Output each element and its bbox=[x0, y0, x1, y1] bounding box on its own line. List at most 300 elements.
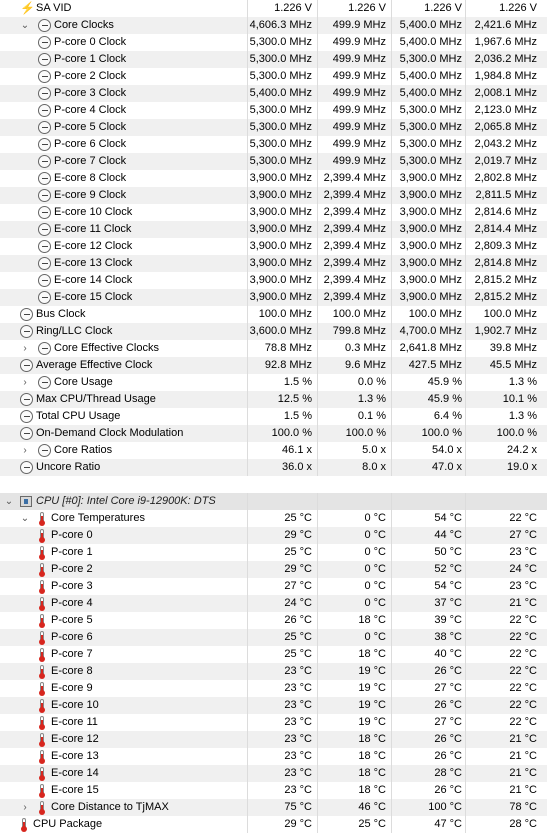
thermometer-icon bbox=[38, 733, 46, 746]
sensor-row-e-core-8[interactable] bbox=[0, 663, 547, 680]
sensor-name-cell bbox=[0, 408, 247, 425]
minimum-value: 0.1 % bbox=[357, 410, 386, 422]
column-divider bbox=[317, 765, 318, 782]
column-divider bbox=[465, 255, 466, 272]
sensor-row-on-demand-clock-modulation[interactable] bbox=[0, 425, 547, 442]
column-divider bbox=[391, 680, 392, 697]
current-value: 25 °C bbox=[284, 648, 312, 660]
column-divider bbox=[391, 374, 392, 391]
minimum-value: 46 °C bbox=[358, 801, 386, 813]
column-divider bbox=[317, 17, 318, 34]
minimum-value: 100.0 % bbox=[345, 427, 386, 439]
thermometer-icon bbox=[38, 563, 46, 576]
sensor-name-cell bbox=[0, 629, 247, 646]
column-divider bbox=[317, 510, 318, 527]
clock-icon bbox=[38, 121, 51, 134]
sensor-row-e-core-8-clock[interactable] bbox=[0, 170, 547, 187]
sensor-row-uncore-ratio[interactable] bbox=[0, 459, 547, 476]
maximum-value: 5,300.0 MHz bbox=[399, 104, 462, 116]
average-value: 22 °C bbox=[509, 699, 537, 711]
column-divider bbox=[465, 323, 466, 340]
sensor-row-p-core-2[interactable] bbox=[0, 561, 547, 578]
sensor-row-p-core-4[interactable] bbox=[0, 595, 547, 612]
column-divider bbox=[465, 527, 466, 544]
column-divider bbox=[465, 697, 466, 714]
maximum-value: 26 °C bbox=[434, 699, 462, 711]
minimum-value: 18 °C bbox=[358, 648, 386, 660]
maximum-value: 427.5 MHz bbox=[408, 359, 462, 371]
sensor-label: E-core 14 Clock bbox=[54, 274, 133, 286]
average-value: 22 °C bbox=[509, 614, 537, 626]
maximum-value: 6.4 % bbox=[433, 410, 462, 422]
sensor-row-e-core-12[interactable] bbox=[0, 731, 547, 748]
current-value: 5,300.0 MHz bbox=[249, 70, 312, 82]
average-value: 21 °C bbox=[509, 733, 537, 745]
minimum-value: 0 °C bbox=[364, 512, 386, 524]
expand-chevron-icon[interactable]: › bbox=[23, 802, 27, 813]
column-divider bbox=[465, 510, 466, 527]
current-value: 92.8 MHz bbox=[264, 359, 312, 371]
column-divider bbox=[317, 34, 318, 51]
sensor-name-cell bbox=[0, 17, 247, 34]
thermometer-icon bbox=[38, 784, 46, 797]
sensor-label: P-core 2 Clock bbox=[54, 70, 127, 82]
sensor-name-cell bbox=[0, 136, 247, 153]
sensor-row-p-core-3[interactable] bbox=[0, 578, 547, 595]
current-value: 3,900.0 MHz bbox=[249, 223, 312, 235]
sensor-label: P-core 4 bbox=[51, 597, 93, 609]
sensor-label: P-core 2 bbox=[51, 563, 93, 575]
sensor-name-cell bbox=[0, 663, 247, 680]
column-divider bbox=[391, 119, 392, 136]
column-divider bbox=[391, 272, 392, 289]
minimum-value: 0.3 MHz bbox=[345, 342, 386, 354]
column-divider bbox=[465, 782, 466, 799]
sensor-name-cell bbox=[0, 153, 247, 170]
sensor-label: E-core 12 bbox=[51, 733, 99, 745]
sensor-row-e-core-14[interactable] bbox=[0, 765, 547, 782]
average-value: 1.3 % bbox=[508, 376, 537, 388]
column-divider bbox=[391, 85, 392, 102]
sensor-name-cell bbox=[0, 68, 247, 85]
maximum-value: 52 °C bbox=[434, 563, 462, 575]
sensor-name-cell bbox=[0, 119, 247, 136]
current-value: 23 °C bbox=[284, 682, 312, 694]
minimum-value: 0 °C bbox=[364, 631, 386, 643]
minimum-value: 0 °C bbox=[364, 529, 386, 541]
minimum-value: 100.0 MHz bbox=[332, 308, 386, 320]
clock-icon bbox=[38, 104, 51, 117]
maximum-value: 39 °C bbox=[434, 614, 462, 626]
thermometer-icon bbox=[38, 529, 46, 542]
column-divider bbox=[391, 748, 392, 765]
current-value: 1.5 % bbox=[283, 376, 312, 388]
clock-icon bbox=[38, 257, 51, 270]
column-divider bbox=[465, 170, 466, 187]
sensor-row-p-core-4-clock[interactable] bbox=[0, 102, 547, 119]
sensor-row-sa-vid[interactable] bbox=[0, 0, 547, 17]
sensor-label: Average Effective Clock bbox=[36, 359, 153, 371]
minimum-value: 499.9 MHz bbox=[332, 87, 386, 99]
column-divider bbox=[317, 204, 318, 221]
sensor-name-cell bbox=[0, 272, 247, 289]
maximum-value: 5,300.0 MHz bbox=[399, 155, 462, 167]
column-divider bbox=[317, 425, 318, 442]
minimum-value: 499.9 MHz bbox=[332, 121, 386, 133]
column-divider bbox=[317, 374, 318, 391]
column-divider bbox=[465, 68, 466, 85]
sensor-label: P-core 7 Clock bbox=[54, 155, 127, 167]
average-value: 2,421.6 MHz bbox=[474, 19, 537, 31]
sensor-row-bus-clock[interactable] bbox=[0, 306, 547, 323]
sensor-name-cell bbox=[0, 493, 247, 510]
sensor-row-core-ratios[interactable] bbox=[0, 442, 547, 459]
minimum-value: 499.9 MHz bbox=[332, 36, 386, 48]
average-value: 21 °C bbox=[509, 767, 537, 779]
blank-row bbox=[0, 476, 547, 493]
column-divider bbox=[247, 493, 248, 510]
maximum-value: 47 °C bbox=[434, 818, 462, 830]
sensor-name-cell bbox=[0, 459, 247, 476]
sensor-name-cell bbox=[0, 340, 247, 357]
sensor-row-ring-llc-clock[interactable] bbox=[0, 323, 547, 340]
minimum-value: 19 °C bbox=[358, 665, 386, 677]
average-value: 2,814.4 MHz bbox=[474, 223, 537, 235]
column-divider bbox=[391, 714, 392, 731]
sensor-label: P-core 5 Clock bbox=[54, 121, 127, 133]
minimum-value: 18 °C bbox=[358, 614, 386, 626]
column-divider bbox=[465, 680, 466, 697]
sensor-name-cell bbox=[0, 731, 247, 748]
column-divider bbox=[465, 748, 466, 765]
current-value: 29 °C bbox=[284, 818, 312, 830]
thermometer-icon bbox=[38, 699, 46, 712]
current-value: 23 °C bbox=[284, 699, 312, 711]
column-divider bbox=[465, 238, 466, 255]
column-divider bbox=[317, 153, 318, 170]
average-value: 1.3 % bbox=[508, 410, 537, 422]
column-divider bbox=[465, 204, 466, 221]
current-value: 3,900.0 MHz bbox=[249, 240, 312, 252]
expand-chevron-icon[interactable]: › bbox=[23, 343, 27, 354]
sensor-row-p-core-7[interactable] bbox=[0, 646, 547, 663]
column-divider bbox=[391, 799, 392, 816]
column-divider bbox=[317, 527, 318, 544]
sensor-name-cell bbox=[0, 34, 247, 51]
expand-chevron-icon[interactable]: › bbox=[23, 445, 27, 456]
sensor-row-e-core-15[interactable] bbox=[0, 782, 547, 799]
sensor-label: E-core 15 Clock bbox=[54, 291, 133, 303]
clock-icon bbox=[38, 376, 51, 389]
sensor-row-p-core-1-clock[interactable] bbox=[0, 51, 547, 68]
maximum-value: 5,300.0 MHz bbox=[399, 121, 462, 133]
column-divider bbox=[391, 544, 392, 561]
current-value: 36.0 x bbox=[282, 461, 312, 473]
maximum-value: 5,300.0 MHz bbox=[399, 138, 462, 150]
sensor-label: Uncore Ratio bbox=[36, 461, 101, 473]
column-divider bbox=[465, 306, 466, 323]
minimum-value: 499.9 MHz bbox=[332, 70, 386, 82]
column-divider bbox=[465, 799, 466, 816]
sensor-row-p-core-6-clock[interactable] bbox=[0, 136, 547, 153]
sensor-row-e-core-9-clock[interactable] bbox=[0, 187, 547, 204]
current-value: 100.0 MHz bbox=[258, 308, 312, 320]
column-divider bbox=[465, 595, 466, 612]
sensor-label: E-core 14 bbox=[51, 767, 99, 779]
sensor-label: E-core 8 Clock bbox=[54, 172, 127, 184]
sensor-label: Core Ratios bbox=[54, 444, 113, 456]
average-value: 2,814.6 MHz bbox=[474, 206, 537, 218]
minimum-value: 19 °C bbox=[358, 682, 386, 694]
column-divider bbox=[391, 289, 392, 306]
clock-icon bbox=[38, 172, 51, 185]
column-divider bbox=[391, 187, 392, 204]
sensor-label: Core Temperatures bbox=[51, 512, 145, 524]
column-divider bbox=[317, 272, 318, 289]
current-value: 1.226 V bbox=[274, 2, 312, 14]
sensor-label: Max CPU/Thread Usage bbox=[36, 393, 156, 405]
column-divider bbox=[465, 646, 466, 663]
average-value: 22 °C bbox=[509, 648, 537, 660]
maximum-value: 45.9 % bbox=[427, 376, 462, 388]
sensor-row-p-core-3-clock[interactable] bbox=[0, 85, 547, 102]
clock-icon bbox=[20, 325, 33, 338]
minimum-value: 18 °C bbox=[358, 733, 386, 745]
minimum-value: 2,399.4 MHz bbox=[323, 257, 386, 269]
average-value: 22 °C bbox=[509, 665, 537, 677]
column-divider bbox=[391, 765, 392, 782]
minimum-value: 0 °C bbox=[364, 546, 386, 558]
sensor-label: E-core 13 Clock bbox=[54, 257, 133, 269]
minimum-value: 499.9 MHz bbox=[332, 155, 386, 167]
average-value: 2,815.2 MHz bbox=[474, 291, 537, 303]
minimum-value: 5.0 x bbox=[362, 444, 386, 456]
current-value: 23 °C bbox=[284, 750, 312, 762]
column-divider bbox=[391, 578, 392, 595]
current-value: 26 °C bbox=[284, 614, 312, 626]
collapse-chevron-icon[interactable]: ⌄ bbox=[4, 496, 14, 507]
column-divider bbox=[317, 391, 318, 408]
sensor-row-total-cpu-usage[interactable] bbox=[0, 408, 547, 425]
thermometer-icon bbox=[38, 648, 46, 661]
average-value: 2,802.8 MHz bbox=[474, 172, 537, 184]
sensor-row-e-core-11-clock[interactable] bbox=[0, 221, 547, 238]
column-divider bbox=[317, 663, 318, 680]
column-divider bbox=[391, 646, 392, 663]
sensor-name-cell bbox=[0, 255, 247, 272]
maximum-value: 100 °C bbox=[428, 801, 462, 813]
sensor-row-p-core-2-clock[interactable] bbox=[0, 68, 547, 85]
column-divider bbox=[391, 425, 392, 442]
column-divider bbox=[317, 51, 318, 68]
sensor-label: Bus Clock bbox=[36, 308, 86, 320]
average-value: 19.0 x bbox=[507, 461, 537, 473]
column-divider bbox=[465, 561, 466, 578]
current-value: 5,300.0 MHz bbox=[249, 138, 312, 150]
sensor-row-e-core-13-clock[interactable] bbox=[0, 255, 547, 272]
minimum-value: 1.226 V bbox=[348, 2, 386, 14]
clock-icon bbox=[20, 427, 33, 440]
column-divider bbox=[391, 510, 392, 527]
average-value: 2,036.2 MHz bbox=[474, 53, 537, 65]
column-divider bbox=[391, 442, 392, 459]
current-value: 24 °C bbox=[284, 597, 312, 609]
sensor-row-e-core-10[interactable] bbox=[0, 697, 547, 714]
column-divider bbox=[391, 612, 392, 629]
average-value: 10.1 % bbox=[502, 393, 537, 405]
sensor-label: CPU Package bbox=[33, 818, 103, 830]
average-value: 2,043.2 MHz bbox=[474, 138, 537, 150]
maximum-value: 54 °C bbox=[434, 580, 462, 592]
average-value: 23 °C bbox=[509, 546, 537, 558]
minimum-value: 799.8 MHz bbox=[332, 325, 386, 337]
column-divider bbox=[391, 493, 392, 510]
column-divider bbox=[317, 289, 318, 306]
maximum-value: 2,641.8 MHz bbox=[399, 342, 462, 354]
sensor-name-cell bbox=[0, 510, 247, 527]
minimum-value: 499.9 MHz bbox=[332, 104, 386, 116]
expand-chevron-icon[interactable]: › bbox=[23, 377, 27, 388]
sensor-row-core-temperatures[interactable] bbox=[0, 510, 547, 527]
clock-icon bbox=[20, 410, 33, 423]
maximum-value: 26 °C bbox=[434, 665, 462, 677]
column-divider bbox=[317, 544, 318, 561]
column-divider bbox=[465, 425, 466, 442]
sensor-row-e-core-13[interactable] bbox=[0, 748, 547, 765]
sensor-row-e-core-9[interactable] bbox=[0, 680, 547, 697]
average-value: 21 °C bbox=[509, 750, 537, 762]
current-value: 5,400.0 MHz bbox=[249, 87, 312, 99]
column-divider bbox=[465, 442, 466, 459]
column-divider bbox=[465, 612, 466, 629]
column-divider bbox=[465, 136, 466, 153]
clock-icon bbox=[38, 444, 51, 457]
average-value: 2,008.1 MHz bbox=[474, 87, 537, 99]
average-value: 78 °C bbox=[509, 801, 537, 813]
sensor-label: Core Effective Clocks bbox=[54, 342, 159, 354]
sensor-row-average-effective-clock[interactable] bbox=[0, 357, 547, 374]
group-row[interactable] bbox=[0, 493, 547, 510]
column-divider bbox=[391, 816, 392, 833]
column-divider bbox=[391, 595, 392, 612]
average-value: 21 °C bbox=[509, 597, 537, 609]
sensor-name-cell bbox=[0, 544, 247, 561]
maximum-value: 26 °C bbox=[434, 733, 462, 745]
sensor-name-cell bbox=[0, 527, 247, 544]
column-divider bbox=[465, 34, 466, 51]
sensor-row-p-core-6[interactable] bbox=[0, 629, 547, 646]
clock-icon bbox=[20, 359, 33, 372]
column-divider bbox=[317, 782, 318, 799]
column-divider bbox=[465, 714, 466, 731]
average-value: 22 °C bbox=[509, 512, 537, 524]
sensor-row-cpu-package[interactable] bbox=[0, 816, 547, 833]
sensor-row-p-core-5-clock[interactable] bbox=[0, 119, 547, 136]
maximum-value: 100.0 % bbox=[421, 427, 462, 439]
maximum-value: 3,900.0 MHz bbox=[399, 189, 462, 201]
minimum-value: 18 °C bbox=[358, 784, 386, 796]
current-value: 5,300.0 MHz bbox=[249, 53, 312, 65]
sensor-label: Core Distance to TjMAX bbox=[51, 801, 169, 813]
maximum-value: 40 °C bbox=[434, 648, 462, 660]
column-divider bbox=[465, 663, 466, 680]
sensor-row-p-core-1[interactable] bbox=[0, 544, 547, 561]
sensor-row-max-cpu-thread-usage[interactable] bbox=[0, 391, 547, 408]
average-value: 22 °C bbox=[509, 682, 537, 694]
sensor-row-e-core-14-clock[interactable] bbox=[0, 272, 547, 289]
current-value: 3,900.0 MHz bbox=[249, 172, 312, 184]
sensor-name-cell bbox=[0, 221, 247, 238]
sensor-name-cell bbox=[0, 425, 247, 442]
current-value: 78.8 MHz bbox=[264, 342, 312, 354]
clock-icon bbox=[38, 53, 51, 66]
column-divider bbox=[391, 629, 392, 646]
collapse-chevron-icon[interactable]: ⌄ bbox=[20, 513, 30, 524]
maximum-value: 28 °C bbox=[434, 767, 462, 779]
average-value: 1,984.8 MHz bbox=[474, 70, 537, 82]
sensor-row-e-core-15-clock[interactable] bbox=[0, 289, 547, 306]
sensor-label: P-core 0 bbox=[51, 529, 93, 541]
sensor-row-core-clocks[interactable] bbox=[0, 17, 547, 34]
sensor-row-core-distance-to-tjmax[interactable] bbox=[0, 799, 547, 816]
sensor-name-cell bbox=[0, 102, 247, 119]
thermometer-icon bbox=[38, 682, 46, 695]
average-value: 2,065.8 MHz bbox=[474, 121, 537, 133]
sensor-name-cell bbox=[0, 799, 247, 816]
sensor-label: E-core 12 Clock bbox=[54, 240, 133, 252]
minimum-value: 2,399.4 MHz bbox=[323, 189, 386, 201]
sensor-name-cell bbox=[0, 0, 247, 17]
sensor-row-p-core-5[interactable] bbox=[0, 612, 547, 629]
sensor-name-cell bbox=[0, 765, 247, 782]
minimum-value: 0.0 % bbox=[357, 376, 386, 388]
column-divider bbox=[317, 0, 318, 17]
sensor-name-cell bbox=[0, 204, 247, 221]
sensor-row-e-core-10-clock[interactable] bbox=[0, 204, 547, 221]
sensor-label: E-core 11 Clock bbox=[54, 223, 132, 235]
collapse-chevron-icon[interactable]: ⌄ bbox=[20, 20, 30, 31]
sensor-row-e-core-11[interactable] bbox=[0, 714, 547, 731]
maximum-value: 5,400.0 MHz bbox=[399, 36, 462, 48]
sensor-row-p-core-0[interactable] bbox=[0, 527, 547, 544]
column-divider bbox=[391, 221, 392, 238]
minimum-value: 25 °C bbox=[358, 818, 386, 830]
sensor-name-cell bbox=[0, 187, 247, 204]
clock-icon bbox=[38, 138, 51, 151]
sensor-label: Total CPU Usage bbox=[36, 410, 121, 422]
sensor-row-core-effective-clocks[interactable] bbox=[0, 340, 547, 357]
sensor-row-p-core-7-clock[interactable] bbox=[0, 153, 547, 170]
column-divider bbox=[317, 340, 318, 357]
column-divider bbox=[317, 799, 318, 816]
maximum-value: 3,900.0 MHz bbox=[399, 240, 462, 252]
minimum-value: 2,399.4 MHz bbox=[323, 240, 386, 252]
average-value: 24.2 x bbox=[507, 444, 537, 456]
maximum-value: 54 °C bbox=[434, 512, 462, 524]
sensor-row-core-usage[interactable] bbox=[0, 374, 547, 391]
current-value: 5,300.0 MHz bbox=[249, 36, 312, 48]
current-value: 29 °C bbox=[284, 563, 312, 575]
average-value: 45.5 MHz bbox=[489, 359, 537, 371]
sensor-row-e-core-12-clock[interactable] bbox=[0, 238, 547, 255]
sensor-label: E-core 9 bbox=[51, 682, 93, 694]
maximum-value: 26 °C bbox=[434, 784, 462, 796]
minimum-value: 2,399.4 MHz bbox=[323, 223, 386, 235]
sensor-row-p-core-0-clock[interactable] bbox=[0, 34, 547, 51]
clock-icon bbox=[38, 223, 51, 236]
column-divider bbox=[391, 34, 392, 51]
sensor-name-cell bbox=[0, 289, 247, 306]
